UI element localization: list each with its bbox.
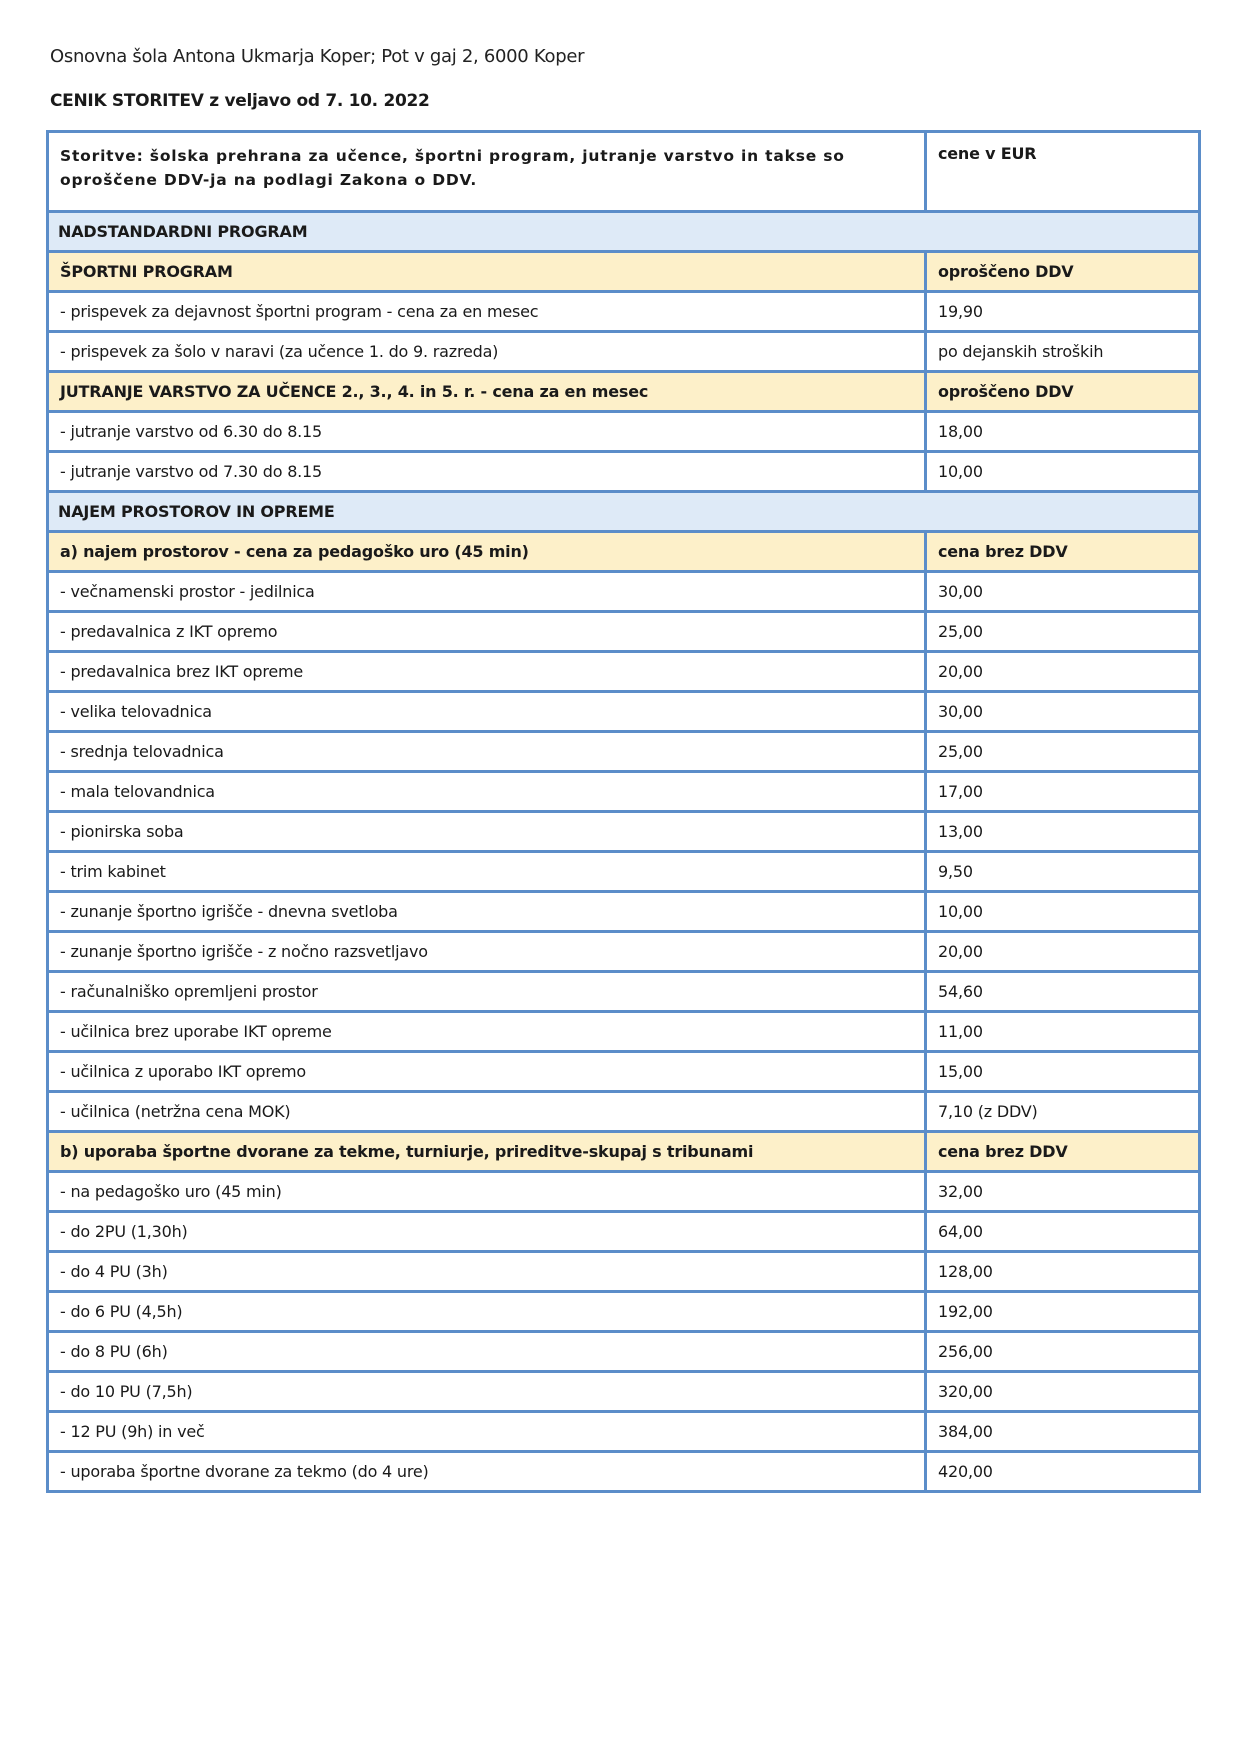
service-price: 320,00 [926, 1372, 1200, 1412]
service-label: - srednja telovadnica [48, 732, 926, 772]
subsection-title: ŠPORTNI PROGRAM [48, 252, 926, 292]
service-price: 420,00 [926, 1452, 1200, 1492]
table-row [48, 1212, 1200, 1252]
table-row [48, 1092, 1200, 1132]
table-header-row [48, 132, 1200, 212]
services-description: Storitve: šolska prehrana za učence, športni program, jutranje varstvo in takse so oproščene DDV-ja na podlagi Zakona o DDV. [48, 132, 926, 212]
table-row [48, 452, 1200, 492]
subsection-price-note: oproščeno DDV [926, 372, 1200, 412]
service-price: 20,00 [926, 652, 1200, 692]
service-price: 19,90 [926, 292, 1200, 332]
table-row [48, 1292, 1200, 1332]
table-row [48, 572, 1200, 612]
service-label: - zunanje športno igrišče - dnevna svetloba [48, 892, 926, 932]
table-row [48, 1052, 1200, 1092]
table-row [48, 292, 1200, 332]
price-table [46, 130, 1201, 1493]
service-price: 256,00 [926, 1332, 1200, 1372]
service-label: - učilnica brez uporabe IKT opreme [48, 1012, 926, 1052]
school-address: Osnovna šola Antona Ukmarja Koper; Pot v gaj 2, 6000 Koper [50, 46, 585, 67]
service-label: - jutranje varstvo od 6.30 do 8.15 [48, 412, 926, 452]
service-label: - do 10 PU (7,5h) [48, 1372, 926, 1412]
table-row [48, 732, 1200, 772]
service-label: - do 8 PU (6h) [48, 1332, 926, 1372]
service-label: - predavalnica z IKT opremo [48, 612, 926, 652]
table-row [48, 612, 1200, 652]
table-row [48, 932, 1200, 972]
service-label: - prispevek za dejavnost športni program - cena za en mesec [48, 292, 926, 332]
service-label: - mala telovandnica [48, 772, 926, 812]
section-row [48, 212, 1200, 252]
service-label: - do 6 PU (4,5h) [48, 1292, 926, 1332]
service-price: 128,00 [926, 1252, 1200, 1292]
table-row [48, 652, 1200, 692]
subsection-price-note: cena brez DDV [926, 1132, 1200, 1172]
service-label: - zunanje športno igrišče - z nočno razsvetljavo [48, 932, 926, 972]
service-price: 25,00 [926, 612, 1200, 652]
service-label: - prispevek za šolo v naravi (za učence 1. do 9. razreda) [48, 332, 926, 372]
service-price: 13,00 [926, 812, 1200, 852]
service-price: 7,10 (z DDV) [926, 1092, 1200, 1132]
subsection-row [48, 252, 1200, 292]
service-price: 9,50 [926, 852, 1200, 892]
table-row [48, 1372, 1200, 1412]
service-label: - do 2PU (1,30h) [48, 1212, 926, 1252]
service-price: 30,00 [926, 572, 1200, 612]
service-label: - učilnica (netržna cena MOK) [48, 1092, 926, 1132]
table-row [48, 1412, 1200, 1452]
subsection-title: b) uporaba športne dvorane za tekme, turniurje, prireditve-skupaj s tribunami [48, 1132, 926, 1172]
service-price: 15,00 [926, 1052, 1200, 1092]
section-title: NAJEM PROSTOROV IN OPREME [48, 492, 1200, 532]
subsection-price-note: oproščeno DDV [926, 252, 1200, 292]
section-row [48, 492, 1200, 532]
table-row [48, 1452, 1200, 1492]
service-label: - 12 PU (9h) in več [48, 1412, 926, 1452]
table-row [48, 1252, 1200, 1292]
service-price: 20,00 [926, 932, 1200, 972]
price-column-header: cene v EUR [926, 132, 1200, 212]
service-label: - uporaba športne dvorane za tekmo (do 4 ure) [48, 1452, 926, 1492]
subsection-title: a) najem prostorov - cena za pedagoško uro (45 min) [48, 532, 926, 572]
service-label: - velika telovadnica [48, 692, 926, 732]
service-price: 18,00 [926, 412, 1200, 452]
service-label: - računalniško opremljeni prostor [48, 972, 926, 1012]
document-title: CENIK STORITEV z veljavo od 7. 10. 2022 [50, 91, 430, 111]
table-row [48, 332, 1200, 372]
service-label: - trim kabinet [48, 852, 926, 892]
service-price: 10,00 [926, 892, 1200, 932]
service-price: 54,60 [926, 972, 1200, 1012]
service-label: - predavalnica brez IKT opreme [48, 652, 926, 692]
service-price: 25,00 [926, 732, 1200, 772]
subsection-price-note: cena brez DDV [926, 532, 1200, 572]
table-row [48, 972, 1200, 1012]
service-price: 30,00 [926, 692, 1200, 732]
table-row [48, 892, 1200, 932]
subsection-row [48, 372, 1200, 412]
service-price: 11,00 [926, 1012, 1200, 1052]
service-label: - večnamenski prostor - jedilnica [48, 572, 926, 612]
service-price: 64,00 [926, 1212, 1200, 1252]
service-price: 32,00 [926, 1172, 1200, 1212]
service-price: 192,00 [926, 1292, 1200, 1332]
price-table-body [48, 132, 1200, 1492]
table-row [48, 1172, 1200, 1212]
section-title: NADSTANDARDNI PROGRAM [48, 212, 1200, 252]
table-row [48, 852, 1200, 892]
subsection-row [48, 532, 1200, 572]
subsection-row [48, 1132, 1200, 1172]
service-label: - učilnica z uporabo IKT opremo [48, 1052, 926, 1092]
service-price: po dejanskih stroških [926, 332, 1200, 372]
service-label: - do 4 PU (3h) [48, 1252, 926, 1292]
subsection-title: JUTRANJE VARSTVO ZA UČENCE 2., 3., 4. in 5. r. - cena za en mesec [48, 372, 926, 412]
table-row [48, 812, 1200, 852]
service-label: - pionirska soba [48, 812, 926, 852]
service-price: 384,00 [926, 1412, 1200, 1452]
table-row [48, 692, 1200, 732]
service-price: 17,00 [926, 772, 1200, 812]
service-label: - jutranje varstvo od 7.30 do 8.15 [48, 452, 926, 492]
table-row [48, 1012, 1200, 1052]
table-row [48, 1332, 1200, 1372]
table-row [48, 772, 1200, 812]
service-label: - na pedagoško uro (45 min) [48, 1172, 926, 1212]
table-row [48, 412, 1200, 452]
service-price: 10,00 [926, 452, 1200, 492]
